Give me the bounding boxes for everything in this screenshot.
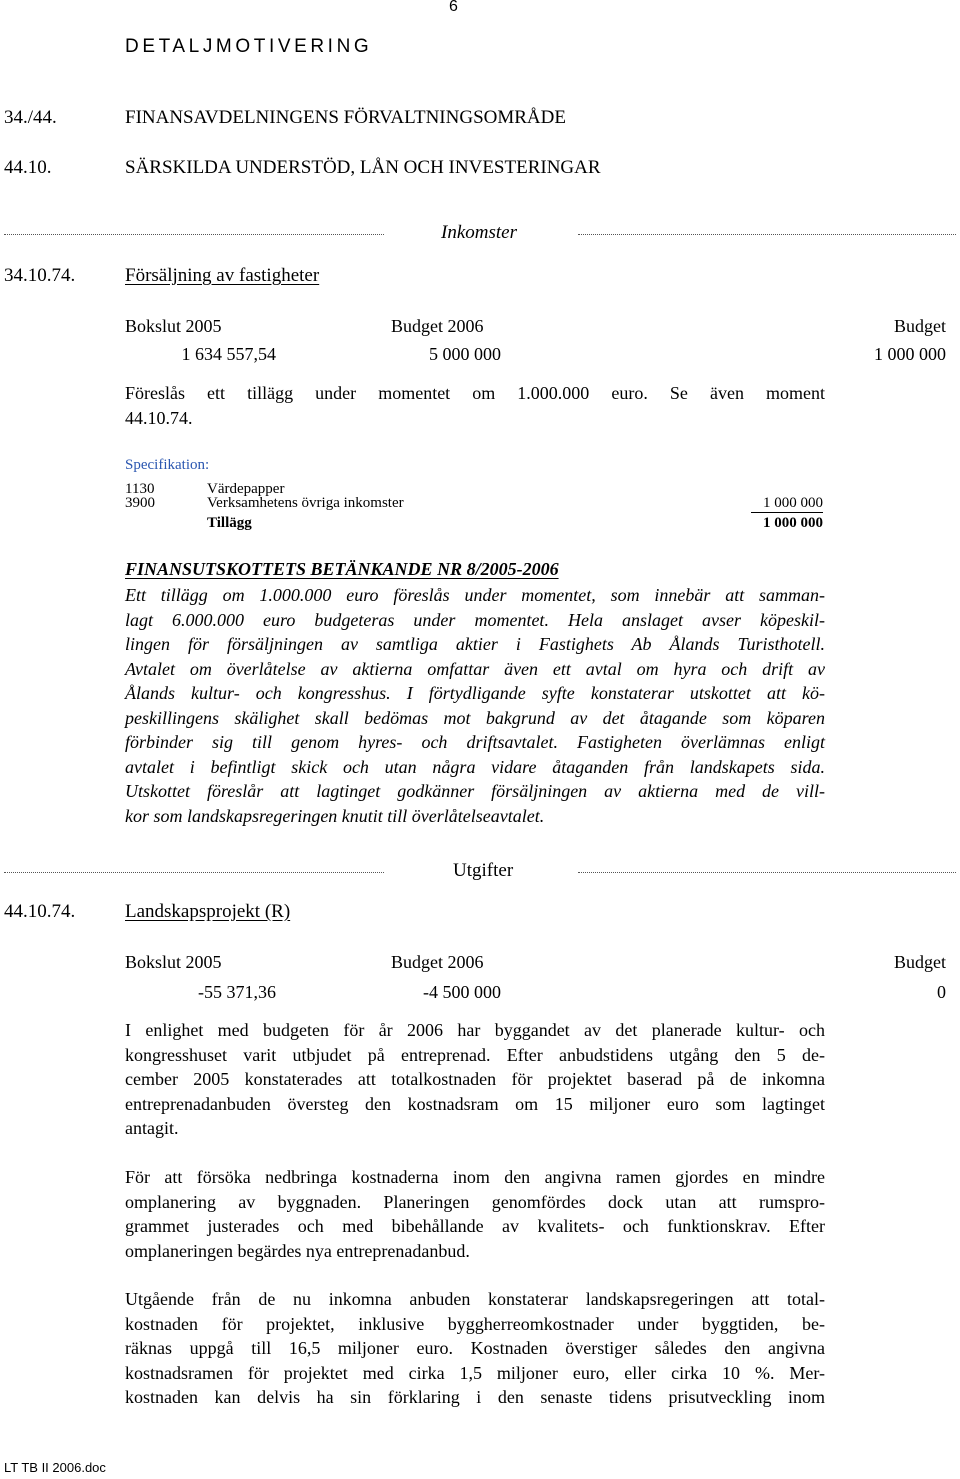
expense-moment-code: 44.10.74.: [4, 901, 76, 922]
sub-heading-code: 44.10.: [4, 157, 52, 178]
income-moment-code: 34.10.74.: [4, 265, 76, 286]
text-line: cember 2005 konstaterades att totalkostnaden för projektet baserad på de inkomna: [125, 1069, 825, 1089]
budget-value-bokslut: -55 371,36: [198, 982, 276, 1002]
text-line: Utskottet föreslår att lagtinget godkänner försäljningen av aktierna med de vill-: [125, 781, 825, 801]
expense-moment-title: Landskapsprojekt (R): [125, 901, 291, 922]
text-line: antagit.: [125, 1118, 179, 1138]
committee-text: [125, 583, 825, 828]
text-line: omplanering av byggnaden. Planeringen genomfördes dock utan att rumspro-: [125, 1191, 825, 1212]
text-line: kostnadsramen för projektet med cirka 1,5 miljoner euro, eller cirka 10 %. Mer-: [125, 1362, 825, 1383]
footer-filename: LT TB II 2006.doc: [4, 1460, 106, 1475]
text-line: peskillingens skälighet skall bedömas mot bakgrund av det åtagande som köparen: [125, 707, 825, 728]
budget-header-budget-2006: Budget 2006: [391, 952, 484, 972]
text-line: kongresshuset varit utbjudet på entreprenad. Efter anbudstidens utgång den 5 de-: [125, 1044, 825, 1065]
text-line: entreprenadanbuden översteg den kostnadsram om 15 miljoner euro som lagtinget: [125, 1093, 825, 1114]
separator-right: [578, 234, 956, 235]
budget-header-bokslut: Bokslut 2005: [125, 316, 222, 336]
spec-total-amount: 1 000 000: [763, 515, 823, 531]
separator-left: [4, 234, 384, 235]
income-moment-title: Försäljning av fastigheter: [125, 265, 320, 286]
spec-row-amount: 1 000 000: [763, 495, 823, 511]
main-heading-text: FINANSAVDELNINGENS FÖRVALTNINGSOMRÅDE: [125, 107, 566, 128]
expense-paragraph-3: [125, 1287, 825, 1410]
page-number: 6: [449, 0, 458, 15]
budget-header-budget: Budget: [894, 316, 946, 336]
text-line: räknas uppgå till 16,5 miljoner euro. Kostnaden överstiger således den angivna: [125, 1338, 825, 1358]
spec-row-code: 3900: [125, 495, 155, 511]
main-heading-code: 34./44.: [4, 107, 57, 128]
budget-header-bokslut: Bokslut 2005: [125, 952, 222, 972]
text-line: 44.10.74.: [125, 407, 193, 428]
budget-value-budget-2006: -4 500 000: [423, 982, 501, 1002]
expense-paragraph-2: [125, 1165, 825, 1263]
income-proposal: [125, 381, 825, 430]
document-title: DETALJMOTIVERING: [125, 36, 373, 57]
text-line: kostnaden för projektet, inklusive byggherreomkostnader under byggtiden, be-: [125, 1313, 825, 1334]
text-line: kostnaden kan delvis ha sin förklaring i den senaste tidens prisutveckling inom: [125, 1387, 825, 1407]
text-line: För att försöka nedbringa kostnaderna inom den angivna ramen gjordes en mindre: [125, 1167, 825, 1187]
text-line: Ett tillägg om 1.000.000 euro föreslås under momentet, som innebär att samman-: [125, 585, 825, 605]
budget-header-budget-2006: Budget 2006: [391, 316, 484, 336]
expense-paragraph-1: [125, 1018, 825, 1141]
text-line: lingen för försäljningen av samtliga aktier i Fastighets Ab Ålands Turisthotell.: [125, 634, 825, 654]
text-line: Ålands kultur- och kongresshus. I förtydligande syfte konstaterar utskottet att kö-: [125, 683, 825, 703]
separator-right: [578, 872, 956, 873]
text-line: Föreslås ett tillägg under momentet om 1.000.000 euro. Se även moment: [125, 383, 825, 403]
expense-section-label: Utgifter: [453, 860, 514, 881]
budget-header-budget: Budget: [894, 952, 946, 972]
spec-total-label: Tillägg: [207, 515, 252, 531]
text-line: avtalet i befintligt skick och utan några vidare åtaganden från landskapets sida.: [125, 756, 825, 777]
text-line: kor som landskapsregeringen knutit till överlåtelseavtalet.: [125, 805, 545, 826]
spec-row-text: Värdepapper: [207, 481, 285, 497]
text-line: lagt 6.000.000 euro budgeteras under momentet. Hela anslaget avser köpeskil-: [125, 609, 825, 630]
text-line: Utgående från de nu inkomna anbuden konstaterar landskapsregeringen att total-: [125, 1289, 825, 1309]
budget-value-budget: 0: [937, 982, 946, 1002]
committee-title: FINANSUTSKOTTETS BETÄNKANDE NR 8/2005-2006: [125, 559, 559, 579]
budget-value-budget: 1 000 000: [874, 344, 946, 364]
income-section-label: Inkomster: [441, 222, 517, 243]
spec-row-text: Verksamhetens övriga inkomster: [207, 495, 404, 511]
sub-heading-text: SÄRSKILDA UNDERSTÖD, LÅN OCH INVESTERINGAR: [125, 157, 601, 178]
budget-value-budget-2006: 5 000 000: [429, 344, 501, 364]
text-line: grammet justerades och med bibehållande av kvalitets- och funktionskrav. Efter: [125, 1216, 825, 1236]
text-line: Avtalet om överlåtelse av aktierna omfattar även ett avtal om hyra och drift av: [125, 658, 825, 679]
spec-row-code: 1130: [125, 481, 155, 497]
spec-label: Specifikation:: [125, 457, 210, 473]
separator-left: [4, 872, 384, 873]
text-line: I enlighet med budgeten för år 2006 har byggandet av det planerade kultur- och: [125, 1020, 825, 1040]
text-line: förbinder sig till genom hyres- och driftsavtalet. Fastigheten överlämnas enligt: [125, 732, 825, 752]
spec-sum-rule: [751, 512, 823, 513]
text-line: omplaneringen begärdes nya entreprenadanbud.: [125, 1240, 470, 1261]
budget-value-bokslut: 1 634 557,54: [181, 344, 276, 364]
